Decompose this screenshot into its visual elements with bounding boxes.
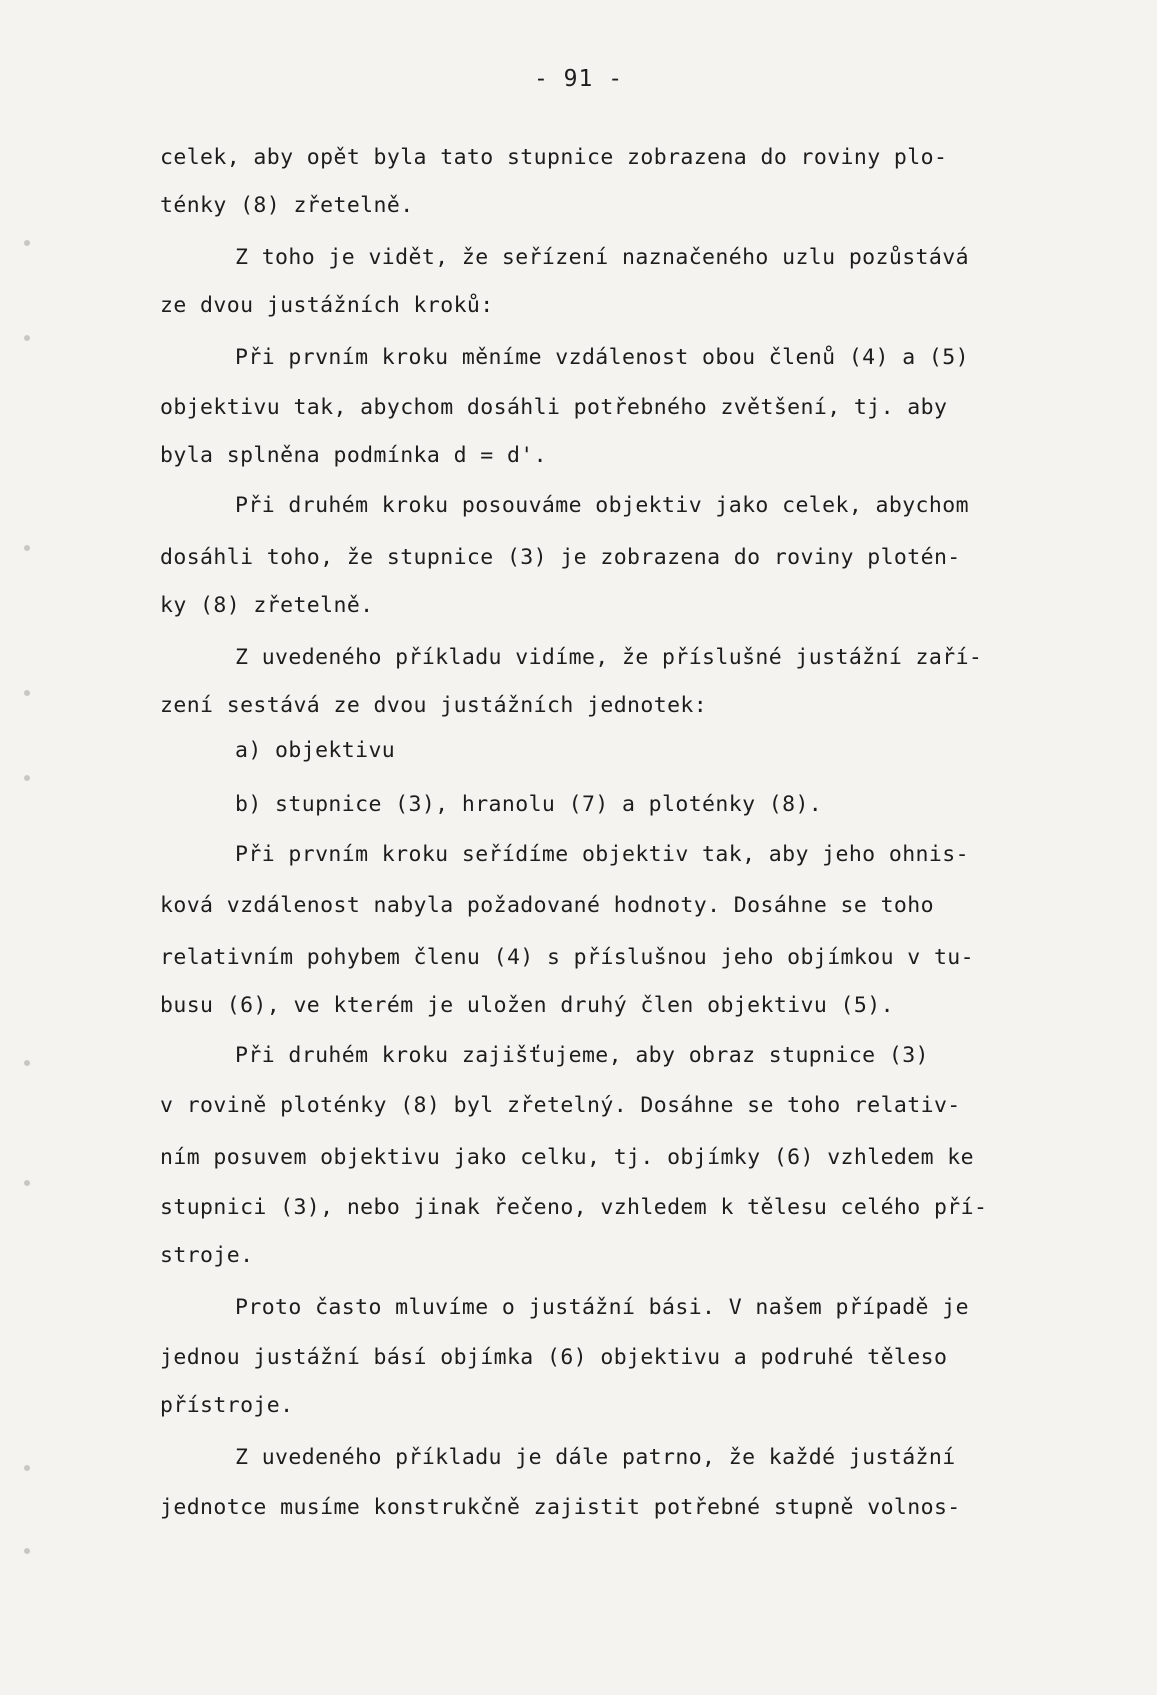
margin-mark [24,1548,30,1554]
margin-mark [24,775,30,781]
text-line: objektivu tak, abychom dosáhli potřebného zvětšení, tj. aby [160,395,948,420]
text-line: busu (6), ve kterém je uložen druhý člen objektivu (5). [160,993,894,1018]
text-line: v rovině ploténky (8) byl zřetelný. Dosáhne se toho relativ- [160,1093,961,1118]
text-line: přístroje. [160,1393,294,1418]
text-line: jednotce musíme konstrukčně zajistit potřebné stupně volnos- [160,1495,961,1520]
text-line: ténky (8) zřetelně. [160,193,414,218]
text-line: Při druhém kroku posouváme objektiv jako celek, abychom [235,493,969,518]
text-line: a) objektivu [235,738,396,763]
text-line: ky (8) zřetelně. [160,593,374,618]
text-line: Z uvedeného příkladu vidíme, že příslušné justážní zaří- [235,645,983,670]
text-line: ním posuvem objektivu jako celku, tj. objímky (6) vzhledem ke [160,1145,974,1170]
margin-mark [24,1465,30,1471]
text-line: relativním pohybem členu (4) s příslušnou jeho objímkou v tu- [160,945,974,970]
margin-mark [24,335,30,341]
margin-mark [24,1180,30,1186]
text-line: Při druhém kroku zajišťujeme, aby obraz stupnice (3) [235,1043,929,1068]
text-line: Při prvním kroku seřídíme objektiv tak, aby jeho ohnis- [235,842,969,867]
text-line: b) stupnice (3), hranolu (7) a ploténky (8). [235,792,823,817]
text-line: ze dvou justážních kroků: [160,293,494,318]
text-line: byla splněna podmínka d = d'. [160,443,547,468]
text-line: ková vzdálenost nabyla požadované hodnoty. Dosáhne se toho [160,893,934,918]
text-line: Proto často mluvíme o justážní bási. V našem případě je [235,1295,969,1320]
text-line: dosáhli toho, že stupnice (3) je zobrazena do roviny plotén- [160,545,961,570]
margin-mark [24,690,30,696]
margin-mark [24,240,30,246]
text-line: jednou justážní básí objímka (6) objektivu a podruhé těleso [160,1345,948,1370]
text-line: stupnici (3), nebo jinak řečeno, vzhledem k tělesu celého pří- [160,1195,988,1220]
text-line: zení sestává ze dvou justážních jednotek: [160,693,708,718]
text-line: Při prvním kroku měníme vzdálenost obou členů (4) a (5) [235,345,969,370]
margin-mark [24,1060,30,1066]
page-number: - 91 - [533,66,624,92]
text-line: Z uvedeného příkladu je dále patrno, že každé justážní [235,1445,956,1470]
margin-mark [24,545,30,551]
text-line: Z toho je vidět, že seřízení naznačeného uzlu pozůstává [235,245,969,270]
text-line: celek, aby opět byla tato stupnice zobrazena do roviny plo- [160,145,948,170]
text-line: stroje. [160,1243,254,1268]
